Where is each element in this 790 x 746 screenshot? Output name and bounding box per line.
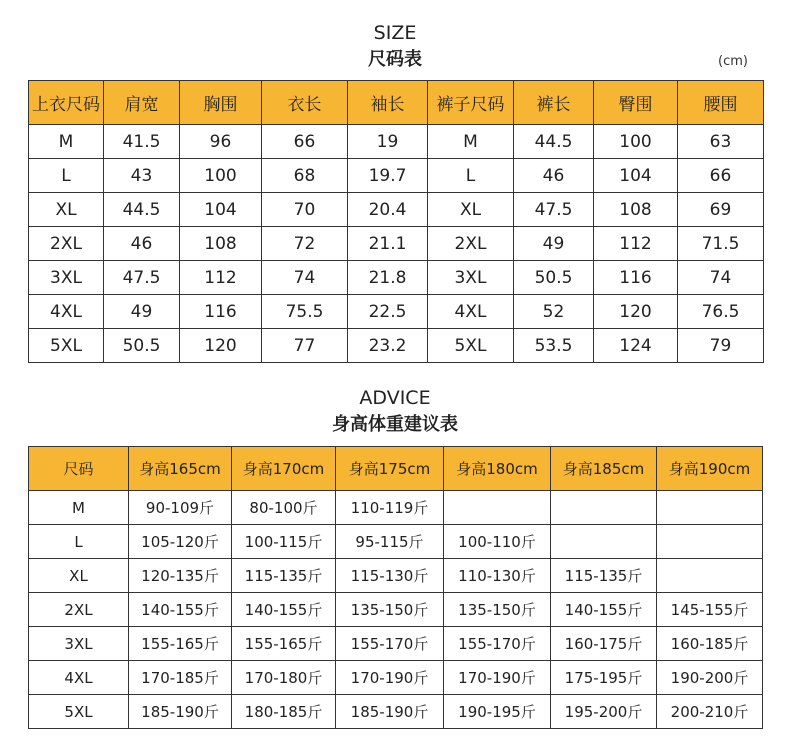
- advice-table-cell: L: [29, 525, 129, 559]
- advice-table-row: [29, 661, 763, 695]
- size-table: [28, 80, 764, 363]
- advice-table-row: [29, 593, 763, 627]
- size-table-cell: 4XL: [29, 295, 104, 329]
- advice-table-cell: 120-135斤: [129, 559, 232, 593]
- size-table-cell: 50.5: [514, 261, 594, 295]
- advice-table-header-cell: 身高180cm: [444, 447, 551, 491]
- advice-table-cell: 5XL: [29, 695, 129, 729]
- size-table-cell: 50.5: [104, 329, 180, 363]
- advice-table-cell: 155-165斤: [129, 627, 232, 661]
- size-table-cell: 74: [262, 261, 348, 295]
- advice-table-cell: 170-190斤: [336, 661, 444, 695]
- size-table-cell: 21.1: [348, 227, 428, 261]
- size-table-header-cell: 裤长: [514, 81, 594, 125]
- size-table-cell: 68: [262, 159, 348, 193]
- advice-table-cell: 4XL: [29, 661, 129, 695]
- size-table-row: [29, 125, 764, 159]
- size-table-cell: 116: [180, 295, 262, 329]
- advice-table-header-cell: 身高175cm: [336, 447, 444, 491]
- size-table-header-cell: 腰围: [678, 81, 764, 125]
- advice-table-header-row: [29, 447, 763, 491]
- advice-table-cell: 115-135斤: [551, 559, 657, 593]
- size-table-cell: XL: [428, 193, 514, 227]
- size-table-cell: 5XL: [428, 329, 514, 363]
- size-table-cell: 70: [262, 193, 348, 227]
- size-title-en: SIZE: [373, 22, 417, 44]
- advice-table-header-cell: 身高185cm: [551, 447, 657, 491]
- advice-table-cell: 110-119斤: [336, 491, 444, 525]
- size-table-cell: 66: [262, 125, 348, 159]
- size-table-row: [29, 329, 764, 363]
- advice-table-cell: 135-150斤: [336, 593, 444, 627]
- advice-table-cell: 185-190斤: [336, 695, 444, 729]
- advice-table-cell: 160-175斤: [551, 627, 657, 661]
- advice-table-cell: 105-120斤: [129, 525, 232, 559]
- size-table-row: [29, 261, 764, 295]
- size-table-cell: 19: [348, 125, 428, 159]
- unit-label: (cm): [718, 54, 748, 69]
- size-table-cell: L: [29, 159, 104, 193]
- size-table-header-cell: 胸围: [180, 81, 262, 125]
- advice-table-cell: [657, 559, 763, 593]
- advice-table-cell: 155-170斤: [336, 627, 444, 661]
- size-table-cell: 4XL: [428, 295, 514, 329]
- advice-table-cell: 170-185斤: [129, 661, 232, 695]
- advice-table-cell: 115-130斤: [336, 559, 444, 593]
- advice-table-cell: 90-109斤: [129, 491, 232, 525]
- advice-table-header-cell: 尺码: [29, 447, 129, 491]
- advice-table-row: [29, 695, 763, 729]
- size-table-cell: M: [29, 125, 104, 159]
- size-table-cell: 21.8: [348, 261, 428, 295]
- advice-table-row: [29, 525, 763, 559]
- size-table-cell: 44.5: [514, 125, 594, 159]
- size-table-cell: 66: [678, 159, 764, 193]
- size-table-cell: 23.2: [348, 329, 428, 363]
- advice-table-cell: 190-195斤: [444, 695, 551, 729]
- size-table-cell: 104: [180, 193, 262, 227]
- size-table-cell: 120: [594, 295, 678, 329]
- advice-table-header-cell: 身高190cm: [657, 447, 763, 491]
- advice-table-row: [29, 559, 763, 593]
- advice-table-cell: 80-100斤: [232, 491, 336, 525]
- size-table-cell: 44.5: [104, 193, 180, 227]
- size-table-cell: 77: [262, 329, 348, 363]
- size-table-cell: 47.5: [104, 261, 180, 295]
- advice-table-cell: 170-190斤: [444, 661, 551, 695]
- advice-table-cell: 95-115斤: [336, 525, 444, 559]
- size-table-cell: 2XL: [428, 227, 514, 261]
- advice-title-cn: 身高体重建议表: [332, 414, 458, 435]
- advice-table-cell: 195-200斤: [551, 695, 657, 729]
- size-table-cell: 72: [262, 227, 348, 261]
- size-table-cell: 116: [594, 261, 678, 295]
- size-table-header-cell: 袖长: [348, 81, 428, 125]
- advice-table-row: [29, 627, 763, 661]
- size-table-cell: 5XL: [29, 329, 104, 363]
- advice-table-cell: 140-155斤: [232, 593, 336, 627]
- size-table-cell: 100: [180, 159, 262, 193]
- advice-table-cell: 180-185斤: [232, 695, 336, 729]
- size-table-cell: 53.5: [514, 329, 594, 363]
- advice-table-cell: M: [29, 491, 129, 525]
- size-table-cell: 46: [514, 159, 594, 193]
- advice-table-cell: 155-165斤: [232, 627, 336, 661]
- size-table-cell: 46: [104, 227, 180, 261]
- advice-table-cell: 135-150斤: [444, 593, 551, 627]
- advice-table-cell: 160-185斤: [657, 627, 763, 661]
- size-table-cell: 71.5: [678, 227, 764, 261]
- advice-table-cell: 190-200斤: [657, 661, 763, 695]
- size-table-cell: 2XL: [29, 227, 104, 261]
- size-table-cell: 108: [180, 227, 262, 261]
- size-table-cell: 49: [514, 227, 594, 261]
- advice-table-cell: 100-115斤: [232, 525, 336, 559]
- advice-table-cell: [551, 525, 657, 559]
- size-table-cell: 22.5: [348, 295, 428, 329]
- size-table-cell: 52: [514, 295, 594, 329]
- advice-table-cell: 200-210斤: [657, 695, 763, 729]
- advice-table-cell: 175-195斤: [551, 661, 657, 695]
- advice-table-cell: 145-155斤: [657, 593, 763, 627]
- size-table-cell: M: [428, 125, 514, 159]
- size-table-cell: 69: [678, 193, 764, 227]
- size-table-cell: 47.5: [514, 193, 594, 227]
- size-table-header-cell: 肩宽: [104, 81, 180, 125]
- size-table-cell: 100: [594, 125, 678, 159]
- size-table-cell: 74: [678, 261, 764, 295]
- advice-table-cell: 170-180斤: [232, 661, 336, 695]
- advice-title-en: ADVICE: [359, 387, 431, 409]
- size-table-row: [29, 159, 764, 193]
- size-table-cell: 79: [678, 329, 764, 363]
- size-title-cn: 尺码表: [368, 49, 422, 70]
- advice-table-header-cell: 身高165cm: [129, 447, 232, 491]
- advice-table-cell: 3XL: [29, 627, 129, 661]
- size-table-header-row: [29, 81, 764, 125]
- size-table-cell: 20.4: [348, 193, 428, 227]
- advice-table-cell: XL: [29, 559, 129, 593]
- size-table-row: [29, 193, 764, 227]
- size-table-cell: 96: [180, 125, 262, 159]
- size-table-header-cell: 裤子尺码: [428, 81, 514, 125]
- size-table-header-cell: 臀围: [594, 81, 678, 125]
- advice-table: [28, 446, 763, 729]
- size-table-header-cell: 衣长: [262, 81, 348, 125]
- size-table-cell: 41.5: [104, 125, 180, 159]
- size-table-cell: 75.5: [262, 295, 348, 329]
- advice-table-header-cell: 身高170cm: [232, 447, 336, 491]
- advice-table-cell: 155-170斤: [444, 627, 551, 661]
- size-table-cell: 76.5: [678, 295, 764, 329]
- advice-table-cell: 140-155斤: [129, 593, 232, 627]
- advice-table-cell: 140-155斤: [551, 593, 657, 627]
- advice-table-cell: [657, 491, 763, 525]
- advice-table-cell: 115-135斤: [232, 559, 336, 593]
- size-table-row: [29, 295, 764, 329]
- size-table-cell: 112: [180, 261, 262, 295]
- size-table-row: [29, 227, 764, 261]
- advice-table-cell: 2XL: [29, 593, 129, 627]
- advice-table-cell: 110-130斤: [444, 559, 551, 593]
- advice-table-cell: [444, 491, 551, 525]
- size-table-cell: 63: [678, 125, 764, 159]
- size-table-cell: 112: [594, 227, 678, 261]
- size-table-cell: L: [428, 159, 514, 193]
- advice-table-cell: [657, 525, 763, 559]
- advice-table-cell: 100-110斤: [444, 525, 551, 559]
- size-table-cell: 49: [104, 295, 180, 329]
- size-table-cell: 124: [594, 329, 678, 363]
- size-table-cell: 120: [180, 329, 262, 363]
- size-table-cell: 3XL: [428, 261, 514, 295]
- size-table-cell: 43: [104, 159, 180, 193]
- size-table-cell: 108: [594, 193, 678, 227]
- size-table-cell: 3XL: [29, 261, 104, 295]
- size-table-cell: 19.7: [348, 159, 428, 193]
- advice-table-cell: [551, 491, 657, 525]
- advice-table-row: [29, 491, 763, 525]
- size-table-header-cell: 上衣尺码: [29, 81, 104, 125]
- size-table-cell: XL: [29, 193, 104, 227]
- advice-table-cell: 185-190斤: [129, 695, 232, 729]
- size-table-cell: 104: [594, 159, 678, 193]
